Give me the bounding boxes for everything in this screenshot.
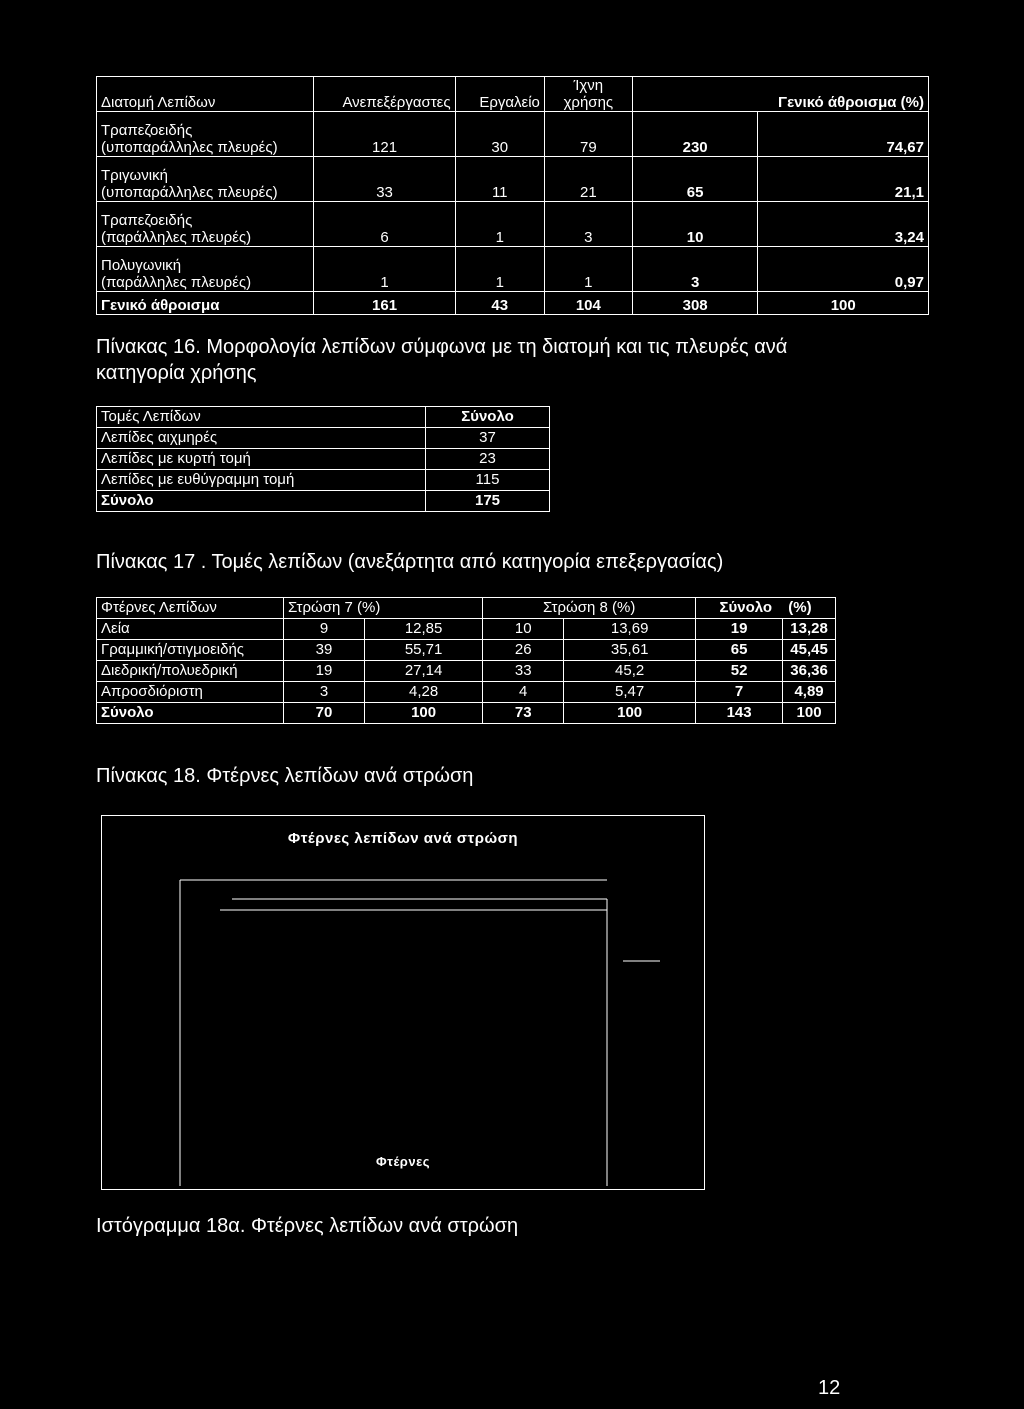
cell-total-pct: 36,36	[783, 661, 836, 682]
cell-s8: 10	[483, 619, 564, 640]
cell-s7-pct: 55,71	[365, 640, 483, 661]
header-tool: Εργαλείο	[455, 77, 544, 112]
cell-tool: 11	[455, 157, 544, 202]
table-row	[97, 202, 929, 247]
header-total: Σύνολο	[426, 407, 550, 428]
row-label: Σύνολο	[97, 491, 426, 512]
table-16	[96, 76, 929, 315]
cell-traces: 1	[544, 247, 632, 292]
row-label: Πολυγωνική (παράλληλες πλευρές)	[97, 247, 314, 292]
table-header-row	[97, 407, 550, 428]
cell-pct: 74,67	[758, 112, 929, 157]
table-row	[97, 640, 836, 661]
page-number: 12	[818, 1377, 841, 1399]
table-row	[97, 470, 550, 491]
cell-value: 37	[426, 428, 550, 449]
header-platforms: Φτέρνες Λεπίδων	[97, 598, 284, 619]
table-row	[97, 112, 929, 157]
cell-total: 7	[696, 682, 783, 703]
table-header-row	[97, 598, 836, 619]
chart-title: Φτέρνες λεπίδων ανά στρώση	[287, 830, 519, 847]
histogram-chart	[101, 815, 705, 1190]
cell-value: 115	[426, 470, 550, 491]
header-layer-7-pct: (%)	[357, 599, 381, 616]
table-row	[97, 682, 836, 703]
row-label: Τραπεζοειδής (παράλληλες πλευρές)	[97, 202, 314, 247]
cell-s8: 4	[483, 682, 564, 703]
cell-traces: 21	[544, 157, 632, 202]
cell-total-pct: 4,89	[783, 682, 836, 703]
cell-s7-pct: 12,85	[365, 619, 483, 640]
table-row	[97, 428, 550, 449]
cell-s7-pct: 100	[365, 703, 483, 724]
cell-traces: 104	[544, 292, 632, 315]
cell-total: 19	[696, 619, 783, 640]
cell-total-pct: 100	[783, 703, 836, 724]
cell-unworked: 161	[314, 292, 455, 315]
table-row	[97, 247, 929, 292]
cell-value: 23	[426, 449, 550, 470]
cell-s8-pct: 45,2	[564, 661, 696, 682]
row-label: Απροσδιόριστη	[97, 682, 284, 703]
row-label: Λεπίδες με κυρτή τομή	[97, 449, 426, 470]
cell-total: 308	[632, 292, 758, 315]
cell-pct: 0,97	[758, 247, 929, 292]
cell-tool: 1	[455, 247, 544, 292]
cell-unworked: 33	[314, 157, 455, 202]
caption-line-1: Πίνακας 16. Μορφολογία λεπίδων σύμφωνα με τη διατομή και τις πλευρές ανά	[96, 336, 788, 358]
caption-line-2: κατηγορία χρήσης	[96, 362, 257, 384]
row-label: Γραμμική/στιγμοειδής	[97, 640, 284, 661]
header-cross-section: Διατομή Λεπίδων	[97, 77, 314, 112]
cell-unworked: 121	[314, 112, 455, 157]
cell-s7: 3	[284, 682, 365, 703]
header-layer-7	[284, 598, 483, 619]
cell-s8-pct: 35,61	[564, 640, 696, 661]
row-label: Γενικό άθροισμα	[97, 292, 314, 315]
table-row	[97, 157, 929, 202]
header-layer-8	[483, 598, 696, 619]
cell-traces: 3	[544, 202, 632, 247]
row-label: Λεπίδες με ευθύγραμμη τομή	[97, 470, 426, 491]
header-grand-total-pct: (%)	[900, 94, 924, 111]
cell-s7-pct: 4,28	[365, 682, 483, 703]
cell-tool: 30	[455, 112, 544, 157]
header-use-traces-label: Ίχνη χρήσης	[563, 77, 614, 111]
cell-unworked: 6	[314, 202, 455, 247]
cell-s7-pct: 27,14	[365, 661, 483, 682]
table-total-row	[97, 703, 836, 724]
cell-s8-pct: 13,69	[564, 619, 696, 640]
cell-value: 175	[426, 491, 550, 512]
header-blade-sections: Τομές Λεπίδων	[97, 407, 426, 428]
cell-total-pct: 13,28	[783, 619, 836, 640]
cell-unworked: 1	[314, 247, 455, 292]
row-label: Τραπεζοειδής (υποπαράλληλες πλευρές)	[97, 112, 314, 157]
table-row	[97, 619, 836, 640]
table-total-row	[97, 491, 550, 512]
chart-plot-area	[102, 816, 706, 1191]
header-layer-8-pct: (%)	[611, 599, 636, 616]
cell-pct: 21,1	[758, 157, 929, 202]
row-label: Λεία	[97, 619, 284, 640]
cell-s7: 70	[284, 703, 365, 724]
header-layer-8-label: Στρώση 8	[542, 599, 608, 616]
cell-tool: 43	[455, 292, 544, 315]
cell-s8-pct: 5,47	[564, 682, 696, 703]
cell-traces: 79	[544, 112, 632, 157]
cell-total: 143	[696, 703, 783, 724]
cell-total: 10	[632, 202, 758, 247]
header-use-traces	[544, 77, 632, 112]
table-row	[97, 449, 550, 470]
header-total	[696, 598, 836, 619]
row-label: Τριγωνική (υποπαράλληλες πλευρές)	[97, 157, 314, 202]
header-grand-total-label: Γενικό άθροισμα	[778, 94, 897, 111]
histogram-caption: Ιστόγραμμα 18α. Φτέρνες λεπίδων ανά στρώση	[96, 1215, 519, 1237]
cell-total: 230	[632, 112, 758, 157]
row-label: Λεπίδες αιχμηρές	[97, 428, 426, 449]
header-layer-7-label: Στρώση 7	[288, 599, 353, 616]
table-header-row	[97, 77, 929, 112]
cell-s8-pct: 100	[564, 703, 696, 724]
cell-total: 65	[696, 640, 783, 661]
header-total-label: Σύνολο	[719, 599, 773, 616]
cell-total-pct: 45,45	[783, 640, 836, 661]
table-18	[96, 597, 836, 724]
cell-s8: 26	[483, 640, 564, 661]
table-17-caption: Πίνακας 17 . Τομές λεπίδων (ανεξάρτητα από κατηγορία επεξεργασίας)	[96, 551, 724, 573]
cell-pct: 100	[758, 292, 929, 315]
cell-total: 3	[632, 247, 758, 292]
header-grand-total	[632, 77, 928, 112]
row-label: Σύνολο	[97, 703, 284, 724]
cell-pct: 3,24	[758, 202, 929, 247]
header-total-pct: (%)	[788, 599, 812, 616]
cell-s8: 73	[483, 703, 564, 724]
cell-s8: 33	[483, 661, 564, 682]
table-16-caption	[96, 334, 936, 386]
chart-x-axis-label: Φτέρνες	[375, 1154, 431, 1169]
table-18-caption: Πίνακας 18. Φτέρνες λεπίδων ανά στρώση	[96, 765, 474, 787]
table-total-row	[97, 292, 929, 315]
table-row	[97, 661, 836, 682]
cell-total: 65	[632, 157, 758, 202]
header-unworked: Ανεπεξέργαστες	[314, 77, 455, 112]
cell-s7: 19	[284, 661, 365, 682]
cell-tool: 1	[455, 202, 544, 247]
table-17	[96, 406, 550, 512]
cell-s7: 39	[284, 640, 365, 661]
cell-s7: 9	[284, 619, 365, 640]
cell-total: 52	[696, 661, 783, 682]
row-label: Διεδρική/πολυεδρική	[97, 661, 284, 682]
